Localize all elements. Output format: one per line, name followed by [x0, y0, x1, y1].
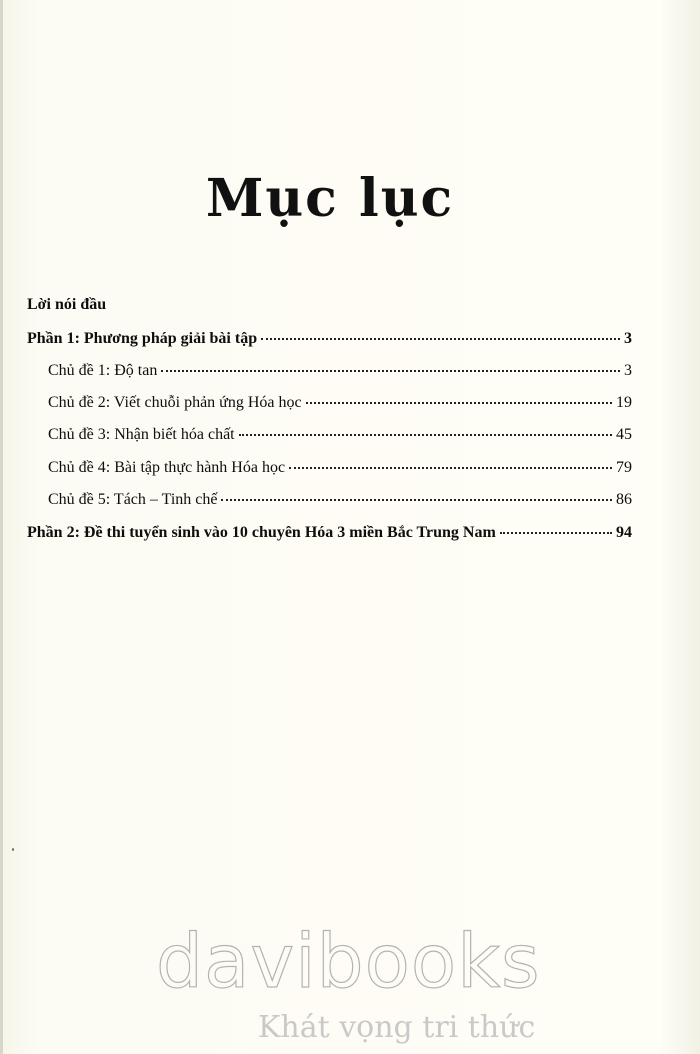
toc-entry-label: Chủ đề 2: Viết chuỗi phản ứng Hóa học	[48, 394, 302, 411]
scan-edge	[0, 0, 3, 1054]
toc-entry-page: 86	[616, 491, 632, 508]
brand-name: davibooks	[156, 919, 541, 1005]
scan-speck	[12, 848, 14, 851]
toc-entry-part-2[interactable]	[27, 524, 632, 542]
toc-entry-label: Chủ đề 3: Nhận biết hóa chất	[48, 426, 235, 443]
toc-entry-page: 45	[616, 426, 632, 443]
dot-leader	[306, 402, 612, 404]
page-title: Mục lục	[205, 168, 455, 229]
dot-leader	[239, 434, 612, 436]
toc-entry-topic-4[interactable]	[48, 459, 632, 477]
toc-entry-label: Chủ đề 5: Tách – Tinh chế	[48, 491, 218, 508]
toc-entry-page: 3	[624, 330, 632, 347]
brand-tagline: Khát vọng tri thức	[258, 1010, 536, 1045]
dot-leader	[289, 467, 612, 469]
toc-intro: Lời nói đầu	[27, 296, 107, 313]
toc-entry-page: 19	[616, 394, 632, 411]
toc-entry-page: 94	[616, 524, 632, 541]
toc-entry-part-1[interactable]	[27, 330, 632, 348]
toc-entry-label: Chủ đề 4: Bài tập thực hành Hóa học	[48, 459, 286, 476]
dot-leader	[261, 338, 620, 340]
publisher-watermark	[156, 919, 541, 1005]
toc-entry-topic-3[interactable]	[48, 426, 632, 444]
toc-entry-topic-5[interactable]	[48, 491, 632, 509]
dot-leader	[161, 370, 620, 372]
dot-leader	[500, 532, 612, 534]
dot-leader	[221, 499, 612, 501]
toc-entry-page: 3	[624, 362, 632, 379]
toc-entry-topic-1[interactable]	[48, 362, 632, 380]
toc-entry-label: Phần 1: Phương pháp giải bài tập	[27, 330, 258, 347]
toc-entry-label: Phần 2: Đề thi tuyển sinh vào 10 chuyên Hóa 3 miền Bắc Trung Nam	[27, 524, 496, 541]
toc-entry-label: Chủ đề 1: Độ tan	[48, 362, 158, 379]
toc-entry-page: 79	[616, 459, 632, 476]
toc-entry-topic-2[interactable]	[48, 394, 632, 412]
